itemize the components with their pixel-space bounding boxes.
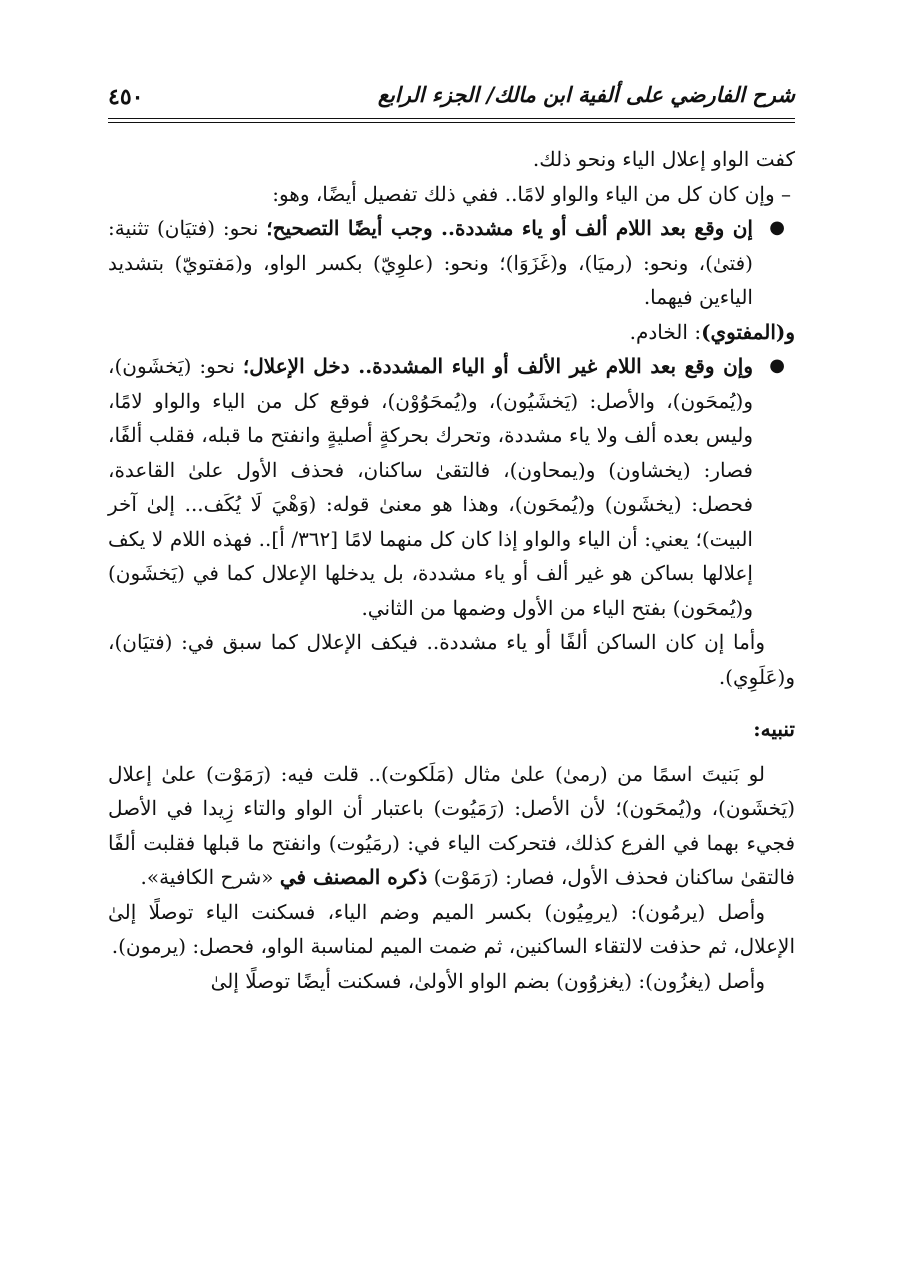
paragraph-5-bold: ذكره المصنف في bbox=[279, 865, 428, 889]
bullet-1-text: نحو: (فتيَان) تثنية: (فتىٰ)، ونحو: (رميَا)، و(غَزَوَا)؛ ونحو: (علوِيّ) بكسر الواو، و(مَفتويّ) بتشديد الياءين فيهما. bbox=[108, 216, 753, 309]
bullet-item-2 bbox=[108, 349, 795, 625]
page-header bbox=[108, 78, 795, 119]
section-spacer bbox=[108, 694, 795, 712]
page bbox=[108, 0, 795, 1271]
bullet-2-lead: وإن وقع بعد اللام غير الألف أو الياء المشددة.. دخل الإعلال؛ bbox=[242, 354, 753, 378]
bullet-2-text: نحو: (يَخشَون)، و(يُمحَون)، والأصل: (يَخشَيُون)، و(يُمحَوُوْن)، فوقع كل من الياء والواو لامًا، وليس بعده ألف ولا ياء مشددة، وتحرك بحركةٍ أصليةٍ وانفتح ما قبله، فقلب ألفًا، فصار: (يخشاون) و(يمحاون)، فالتقىٰ ساكنان، فحذف الأول علىٰ القاعدة، فحصل: (يخشَون) و(يُمحَون)، وهذا هو معنىٰ قوله: (وَهْيَ لَا يُكَف... إلىٰ آخر البيت)؛ يعني: أن الياء والواو إذا كان كل منهما لامًا [٣٦٢/ أ].. فهذه اللام لا يكف إعلالها بساكن هو غير ألف أو ياء مشددة، بل يدخلها الإعلال كما في (يَخشَون) و(يُمحَون) بفتح الياء من الأول وضمها من الثاني. bbox=[108, 354, 753, 620]
bullet-item-1 bbox=[108, 211, 795, 315]
page-body bbox=[108, 142, 795, 998]
paragraph-6: وأصل (يرمُون): (يرمِيُون) بكسر الميم وضم الياء، فسكنت الياء توصلًا إلىٰ الإعلال، ثم حذفت لالتقاء الساكنين، ثم ضمت الميم لمناسبة الواو، فحصل: (يرمون). bbox=[108, 899, 795, 958]
dash-paragraph: – وإن كان كل من الياء والواو لامًا.. ففي ذلك تفصيل أيضًا، وهو: bbox=[272, 181, 791, 206]
paragraph-5 bbox=[108, 757, 795, 895]
bullet-1-lead: إن وقع بعد اللام ألف أو ياء مشددة.. وجب أيضًا التصحيح؛ bbox=[266, 216, 753, 240]
running-title: شرح الفارضي على ألفية ابن مالك/ الجزء الرابع bbox=[377, 82, 795, 107]
page-number: ٤٥٠ bbox=[108, 84, 144, 110]
paragraph-5-text: لو بَنيتَ اسمًا من (رمىٰ) علىٰ مثال (مَلَكوت).. قلت فيه: (رَمَوْت) علىٰ إعلال (يَخشَون)، و(يُمحَون)؛ لأن الأصل: (رَمَيُوت) باعتبار أن الواو والتاء زِيدا في الأصل فجيء بهما في الفرع كذلك، فتحركت الياء في: (رمَيُوت) وانفتح ما قبلها فقلبت ألفًا فالتقىٰ ساكنان فحذف الأول، فصار: (رَمَوْت) bbox=[108, 761, 795, 889]
bullet-icon: ● bbox=[769, 355, 785, 376]
paragraph-3-text: : الخادم. bbox=[629, 319, 702, 344]
paragraph-4: وأما إن كان الساكن ألفًا أو ياء مشددة.. فيكف الإعلال كما سبق في: (فتيَان)، و(عَلَوِي). bbox=[108, 630, 795, 689]
paragraph-7: وأصل (يغزُون): (يغزوُون) بضم الواو الأولىٰ، فسكنت أيضًا توصلًا إلىٰ bbox=[210, 968, 765, 993]
paragraph-1: كفت الواو إعلال الياء ونحو ذلك. bbox=[532, 147, 795, 171]
section-heading: تنبيه: bbox=[753, 717, 795, 741]
bullet-icon: ● bbox=[769, 217, 785, 238]
paragraph-5-tail: «شرح الكافية». bbox=[140, 865, 280, 889]
paragraph-3-bold: و(المفتوي) bbox=[701, 319, 795, 344]
paragraph-3 bbox=[108, 315, 795, 350]
